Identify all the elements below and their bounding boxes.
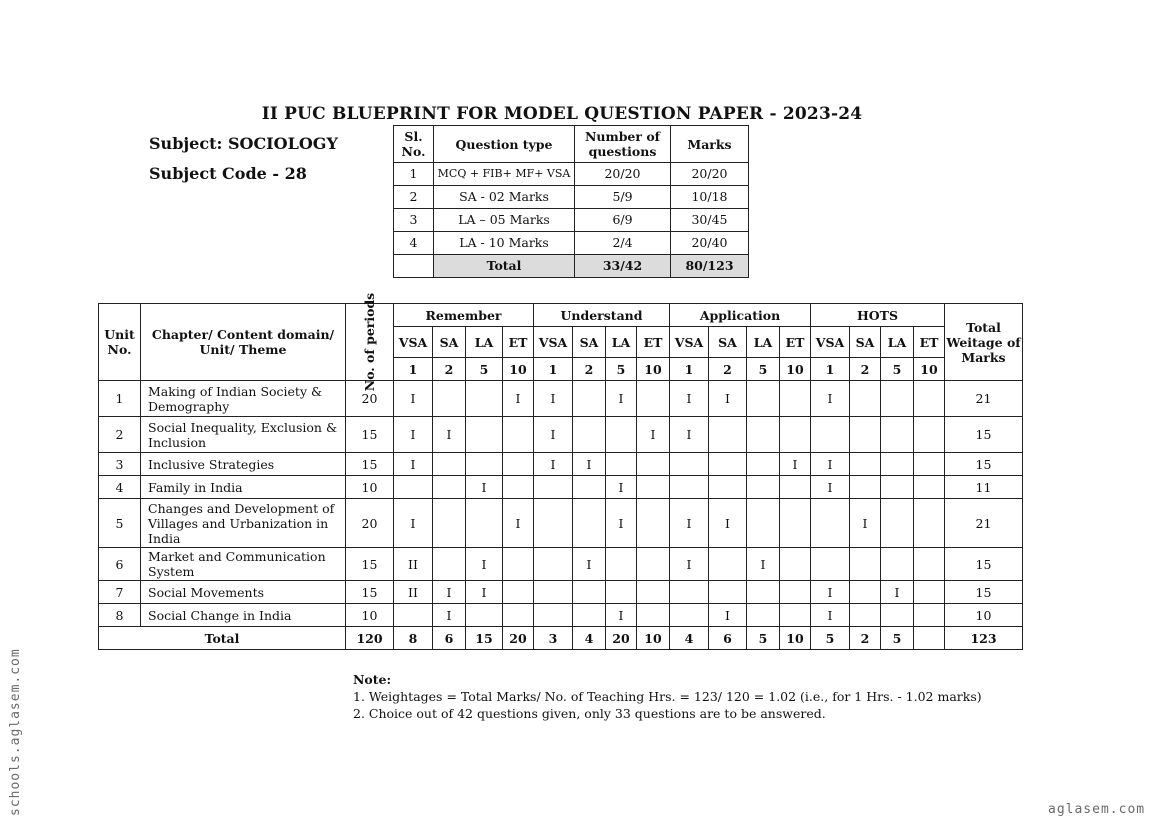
- total-marks-cell: 10: [945, 604, 1023, 627]
- page-title: II PUC BLUEPRINT FOR MODEL QUESTION PAPER - 2023-24: [261, 104, 863, 124]
- chapter-cell: Making of Indian Society & Demography: [141, 381, 346, 417]
- question-cell: [747, 381, 780, 417]
- question-cell: [503, 581, 534, 604]
- summary-header-slno: Sl. No.: [394, 126, 434, 163]
- question-cell: [811, 548, 850, 581]
- summary-header-marks: Marks: [671, 126, 749, 163]
- total-cell: 3: [534, 627, 573, 650]
- header-marks-value: 1: [811, 358, 850, 381]
- question-cell: [637, 604, 670, 627]
- header-marks-value: 1: [394, 358, 433, 381]
- question-cell: I: [394, 381, 433, 417]
- header-type-et: ET: [503, 327, 534, 358]
- unit-no-cell: 4: [99, 476, 141, 499]
- unit-no-cell: 5: [99, 499, 141, 548]
- table-row: [394, 232, 749, 255]
- summary-cell: 20/20: [575, 163, 671, 186]
- question-cell: [637, 381, 670, 417]
- summary-header-num-questions: Number of questions: [575, 126, 671, 163]
- question-cell: [881, 453, 914, 476]
- question-cell: [637, 453, 670, 476]
- question-cell: I: [534, 381, 573, 417]
- summary-cell: 10/18: [671, 186, 749, 209]
- question-cell: I: [811, 453, 850, 476]
- question-cell: I: [394, 499, 433, 548]
- total-cell: 10: [780, 627, 811, 650]
- table-row: [99, 453, 1023, 476]
- question-cell: [850, 453, 881, 476]
- periods-cell: 15: [346, 453, 394, 476]
- summary-total-marks: 80/123: [671, 255, 749, 278]
- question-cell: [914, 417, 945, 453]
- periods-cell: 20: [346, 381, 394, 417]
- question-cell: I: [534, 453, 573, 476]
- header-type-la: LA: [747, 327, 780, 358]
- header-marks-value: 1: [534, 358, 573, 381]
- chapter-cell: Changes and Development of Villages and Urbanization in India: [141, 499, 346, 548]
- header-type-vsa: VSA: [534, 327, 573, 358]
- total-cell: [914, 627, 945, 650]
- question-cell: [573, 581, 606, 604]
- header-group-hots: HOTS: [811, 304, 945, 327]
- total-cell: 4: [573, 627, 606, 650]
- header-group-remember: Remember: [394, 304, 534, 327]
- question-cell: [534, 581, 573, 604]
- vertical-watermark: schools.aglasem.com: [8, 648, 23, 816]
- question-cell: I: [709, 499, 747, 548]
- summary-cell: LA - 10 Marks: [434, 232, 575, 255]
- total-marks-cell: 21: [945, 499, 1023, 548]
- header-type-vsa: VSA: [670, 327, 709, 358]
- question-cell: [747, 453, 780, 476]
- note-heading: Note:: [353, 672, 392, 687]
- question-cell: [780, 476, 811, 499]
- question-cell: [534, 476, 573, 499]
- question-cell: [637, 499, 670, 548]
- question-cell: I: [670, 499, 709, 548]
- total-periods-cell: 120: [346, 627, 394, 650]
- header-periods-label: No. of periods: [361, 292, 377, 392]
- question-cell: [433, 499, 466, 548]
- summary-cell: 2: [394, 186, 434, 209]
- question-cell: [914, 581, 945, 604]
- header-type-la: LA: [881, 327, 914, 358]
- question-cell: [637, 581, 670, 604]
- question-cell: I: [503, 381, 534, 417]
- question-cell: I: [606, 381, 637, 417]
- summary-cell: 5/9: [575, 186, 671, 209]
- question-cell: [573, 604, 606, 627]
- question-cell: [433, 548, 466, 581]
- question-cell: [747, 604, 780, 627]
- total-cell: 5: [811, 627, 850, 650]
- header-type-et: ET: [637, 327, 670, 358]
- header-marks-value: 5: [606, 358, 637, 381]
- unit-no-cell: 6: [99, 548, 141, 581]
- question-cell: [466, 453, 503, 476]
- question-cell: I: [503, 499, 534, 548]
- header-type-vsa: VSA: [811, 327, 850, 358]
- summary-cell: 2/4: [575, 232, 671, 255]
- question-cell: I: [573, 548, 606, 581]
- question-cell: [503, 604, 534, 627]
- subject-code-label: Subject Code - 28: [149, 164, 307, 183]
- total-cell: 8: [394, 627, 433, 650]
- question-cell: [503, 548, 534, 581]
- grand-total-cell: 123: [945, 627, 1023, 650]
- question-cell: [747, 476, 780, 499]
- header-type-la: LA: [606, 327, 637, 358]
- total-label-cell: Total: [99, 627, 346, 650]
- total-cell: 2: [850, 627, 881, 650]
- header-marks-value: 10: [637, 358, 670, 381]
- question-cell: [850, 581, 881, 604]
- header-total-weightage: Total Weitage of Marks: [945, 304, 1023, 381]
- question-cell: I: [850, 499, 881, 548]
- question-cell: [811, 417, 850, 453]
- question-cell: I: [670, 381, 709, 417]
- total-cell: 6: [433, 627, 466, 650]
- question-cell: [466, 604, 503, 627]
- question-cell: [606, 453, 637, 476]
- question-cell: I: [811, 604, 850, 627]
- question-cell: [780, 604, 811, 627]
- total-marks-cell: 15: [945, 417, 1023, 453]
- summary-cell: 1: [394, 163, 434, 186]
- header-type-sa: SA: [850, 327, 881, 358]
- note-line: 2. Choice out of 42 questions given, only 33 questions are to be answered.: [353, 706, 826, 721]
- header-group-application: Application: [670, 304, 811, 327]
- question-cell: [850, 381, 881, 417]
- periods-cell: 15: [346, 548, 394, 581]
- question-cell: I: [433, 604, 466, 627]
- question-cell: [780, 581, 811, 604]
- question-cell: [573, 499, 606, 548]
- question-cell: [670, 604, 709, 627]
- chapter-cell: Social Inequality, Exclusion & Inclusion: [141, 417, 346, 453]
- question-cell: II: [394, 581, 433, 604]
- question-cell: I: [606, 476, 637, 499]
- total-marks-cell: 15: [945, 548, 1023, 581]
- question-cell: [670, 453, 709, 476]
- table-row: [99, 499, 1023, 548]
- summary-header-question-type: Question type: [434, 126, 575, 163]
- question-cell: [534, 499, 573, 548]
- summary-total-label: Total: [434, 255, 575, 278]
- question-cell: [670, 581, 709, 604]
- question-cell: I: [811, 381, 850, 417]
- summary-cell: 4: [394, 232, 434, 255]
- question-cell: [914, 453, 945, 476]
- header-type-et: ET: [914, 327, 945, 358]
- unit-no-cell: 7: [99, 581, 141, 604]
- header-type-sa: SA: [709, 327, 747, 358]
- question-cell: [466, 499, 503, 548]
- question-cell: I: [573, 453, 606, 476]
- question-cell: [433, 381, 466, 417]
- question-cell: I: [606, 604, 637, 627]
- summary-total-questions: 33/42: [575, 255, 671, 278]
- question-cell: [914, 381, 945, 417]
- question-cell: II: [394, 548, 433, 581]
- summary-total-row: [394, 255, 749, 278]
- question-cell: [850, 476, 881, 499]
- total-cell: 20: [606, 627, 637, 650]
- header-type-sa: SA: [433, 327, 466, 358]
- question-cell: [747, 499, 780, 548]
- chapter-cell: Market and Communication System: [141, 548, 346, 581]
- question-cell: I: [670, 548, 709, 581]
- question-cell: I: [811, 476, 850, 499]
- question-cell: [881, 476, 914, 499]
- question-cell: [534, 548, 573, 581]
- question-cell: [914, 476, 945, 499]
- question-cell: [709, 581, 747, 604]
- table-row: [99, 381, 1023, 417]
- table-row: [394, 186, 749, 209]
- header-marks-value: 5: [747, 358, 780, 381]
- blueprint-total-row: [99, 627, 1023, 650]
- table-row: [394, 209, 749, 232]
- question-cell: I: [780, 453, 811, 476]
- unit-no-cell: 1: [99, 381, 141, 417]
- question-cell: [606, 417, 637, 453]
- header-marks-value: 2: [433, 358, 466, 381]
- question-cell: [881, 604, 914, 627]
- question-cell: [466, 381, 503, 417]
- header-marks-value: 10: [914, 358, 945, 381]
- summary-cell: SA - 02 Marks: [434, 186, 575, 209]
- summary-cell: MCQ + FIB+ MF+ VSA: [434, 163, 575, 186]
- unit-no-cell: 8: [99, 604, 141, 627]
- unit-no-cell: 3: [99, 453, 141, 476]
- note-block: [353, 671, 982, 722]
- question-cell: I: [534, 417, 573, 453]
- question-cell: [433, 476, 466, 499]
- total-cell: 20: [503, 627, 534, 650]
- question-cell: I: [747, 548, 780, 581]
- question-cell: [637, 476, 670, 499]
- question-cell: [850, 417, 881, 453]
- total-marks-cell: 11: [945, 476, 1023, 499]
- header-type-et: ET: [780, 327, 811, 358]
- header-marks-value: 10: [780, 358, 811, 381]
- total-marks-cell: 15: [945, 453, 1023, 476]
- summary-cell: 20/20: [671, 163, 749, 186]
- question-cell: I: [466, 476, 503, 499]
- summary-cell: 30/45: [671, 209, 749, 232]
- question-cell: [534, 604, 573, 627]
- header-type-sa: SA: [573, 327, 606, 358]
- question-cell: [709, 548, 747, 581]
- header-marks-value: 10: [503, 358, 534, 381]
- question-cell: [850, 604, 881, 627]
- header-marks-value: 2: [850, 358, 881, 381]
- question-cell: I: [709, 604, 747, 627]
- question-cell: I: [394, 453, 433, 476]
- periods-cell: 10: [346, 476, 394, 499]
- header-marks-value: 5: [466, 358, 503, 381]
- header-marks-value: 1: [670, 358, 709, 381]
- header-periods: [346, 292, 394, 392]
- periods-cell: 10: [346, 604, 394, 627]
- question-summary-table: [393, 125, 749, 278]
- unit-no-cell: 2: [99, 417, 141, 453]
- header-type-vsa: VSA: [394, 327, 433, 358]
- header-chapter: Chapter/ Content domain/ Unit/ Theme: [141, 304, 346, 381]
- question-cell: [881, 417, 914, 453]
- question-cell: [503, 453, 534, 476]
- question-cell: [747, 417, 780, 453]
- header-marks-value: 5: [881, 358, 914, 381]
- table-row: [99, 581, 1023, 604]
- question-cell: [466, 417, 503, 453]
- table-row: [99, 548, 1023, 581]
- question-cell: [637, 548, 670, 581]
- summary-cell: 6/9: [575, 209, 671, 232]
- question-cell: I: [637, 417, 670, 453]
- question-cell: [780, 548, 811, 581]
- question-cell: [780, 381, 811, 417]
- summary-cell: 3: [394, 209, 434, 232]
- question-cell: I: [433, 581, 466, 604]
- question-cell: [606, 581, 637, 604]
- question-cell: I: [466, 581, 503, 604]
- question-cell: I: [466, 548, 503, 581]
- subject-label: Subject: SOCIOLOGY: [149, 134, 338, 153]
- question-cell: I: [881, 581, 914, 604]
- header-type-la: LA: [466, 327, 503, 358]
- question-cell: I: [606, 499, 637, 548]
- question-cell: [914, 548, 945, 581]
- table-row: [99, 476, 1023, 499]
- note-line: 1. Weightages = Total Marks/ No. of Teaching Hrs. = 123/ 120 = 1.02 (i.e., for 1 Hrs. - 1.02 marks): [353, 689, 982, 704]
- periods-cell: 20: [346, 499, 394, 548]
- total-cell: 5: [747, 627, 780, 650]
- table-row: [99, 417, 1023, 453]
- question-cell: [573, 381, 606, 417]
- header-group-understand: Understand: [534, 304, 670, 327]
- total-cell: 6: [709, 627, 747, 650]
- question-cell: [394, 604, 433, 627]
- table-row: [99, 604, 1023, 627]
- chapter-cell: Social Change in India: [141, 604, 346, 627]
- question-cell: [780, 499, 811, 548]
- question-cell: I: [811, 581, 850, 604]
- question-cell: [747, 581, 780, 604]
- chapter-cell: Social Movements: [141, 581, 346, 604]
- question-cell: [881, 381, 914, 417]
- question-cell: [780, 417, 811, 453]
- table-row: [394, 163, 749, 186]
- total-cell: 10: [637, 627, 670, 650]
- question-cell: [606, 548, 637, 581]
- total-cell: 15: [466, 627, 503, 650]
- question-cell: [670, 476, 709, 499]
- question-cell: [573, 476, 606, 499]
- header-marks-value: 2: [573, 358, 606, 381]
- question-cell: [914, 604, 945, 627]
- question-cell: [709, 453, 747, 476]
- header-marks-value: 2: [709, 358, 747, 381]
- bottom-watermark: aglasem.com: [1048, 802, 1146, 817]
- blueprint-table: [98, 292, 1023, 650]
- total-marks-cell: 15: [945, 581, 1023, 604]
- question-cell: [433, 453, 466, 476]
- question-cell: [881, 499, 914, 548]
- total-marks-cell: 21: [945, 381, 1023, 417]
- summary-cell: LA – 05 Marks: [434, 209, 575, 232]
- summary-cell: 20/40: [671, 232, 749, 255]
- question-cell: I: [433, 417, 466, 453]
- question-cell: [914, 499, 945, 548]
- chapter-cell: Inclusive Strategies: [141, 453, 346, 476]
- question-cell: [573, 417, 606, 453]
- question-cell: [503, 476, 534, 499]
- question-cell: [709, 417, 747, 453]
- chapter-cell: Family in India: [141, 476, 346, 499]
- question-cell: [394, 476, 433, 499]
- periods-cell: 15: [346, 417, 394, 453]
- question-cell: I: [670, 417, 709, 453]
- total-cell: 4: [670, 627, 709, 650]
- question-cell: [709, 476, 747, 499]
- question-cell: [881, 548, 914, 581]
- header-unit-no: Unit No.: [99, 304, 141, 381]
- question-cell: [850, 548, 881, 581]
- question-cell: I: [709, 381, 747, 417]
- total-cell: 5: [881, 627, 914, 650]
- question-cell: I: [394, 417, 433, 453]
- question-cell: [503, 417, 534, 453]
- periods-cell: 15: [346, 581, 394, 604]
- question-cell: [811, 499, 850, 548]
